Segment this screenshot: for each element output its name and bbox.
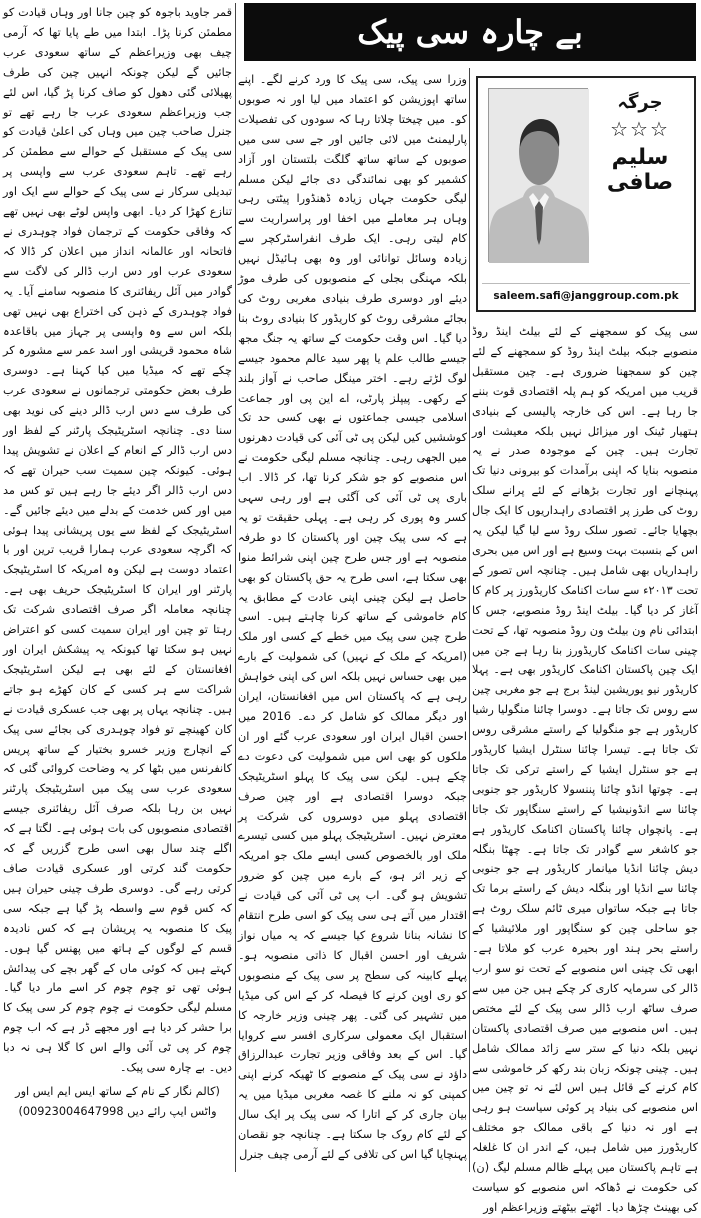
author-portrait-icon (489, 89, 589, 263)
paragraph: سی پیک کو سمجھنے کے لئے بیلٹ اینڈ روڈ منصوبے جبکہ بیلٹ اینڈ روڈ کو سمجھنے کے لئے چین کو سمجھنا ضروری ہے۔ چین مستقبل قریب میں امریکہ کو ہم پلہ اقتصادی قوت بننے جا رہا ہے۔ اس کی خارجہ پالیسی کے بنیادی ہتھیار ٹینک اور میزائل نہیں بلکہ معیشت اور تجارت ہیں۔ چین کے موجودہ صدر نے یہ منصوبہ بنایا کہ اپنی برآمدات کو بیرونی دنیا تک پہنچانے اور تجارت بڑھانے کے لئے پرانے سلک روٹ کی طرز پر اقتصادی راہداریوں کا ایک جال بچھایا جائے۔ تصور سلک روڈ سے لیا گیا لیکن یہ اس کے بنسبت بہت وسیع ہے اور اس میں بحری راہداریاں بھی شامل ہیں۔ چنانچہ اس تصور کے تحت ۲۰۱۳ء سے سات اکنامک کاریڈورز پر کام کا آغاز کر دیا گیا۔ بیلٹ اینڈ روڈ منصوبے، جس کا ابتدائی نام ون بیلٹ ون روڈ منصوبہ تھا، کے تحت چینی سات اکنامک کاریڈورز بنا رہا ہے جن میں ایک چین پاکستان اکنامک کاریڈور بھی ہے۔ پہلا کاریڈور نیو یوریشین لینڈ برج ہے جو مغربی چین سے روس تک جاتا ہے۔ دوسرا چائنا منگولیا رشیا کاریڈور ہے جو منگولیا کے راستے مشرقی روس تک جاتا ہے۔ تیسرا چائنا سنٹرل ایشیا کاریڈور ہے جو سنٹرل ایشیا کے راستے ترکی تک جاتا ہے۔ چوتھا انڈو چائنا پننسولا کاریڈور جو جنوبی چائنا سے انڈونیشیا کے راستے سنگاپور تک جاتا ہے۔ پانچواں چائنا پاکستان اکنامک کاریڈور ہے جو کاشغر سے گوادر تک جاتا ہے۔ چھٹا بنگلہ دیش چائنا انڈیا میانمار کاریڈور ہے جو جنوبی چائنا سے انڈیا اور بنگلہ دیش کے راستے برما تک جاتا ہے جبکہ ساتواں میری ٹائم سلک روٹ ہے جو ساحلی چین کو سنگاپور اور ملائیشیا کے راستے بحر ہند اور بحیرہ عرب کو ملاتا ہے۔ ابھی تک چینی اس منصوبے کے تحت نو سو ارب ڈالر کی سرمایہ کاری کر چکے ہیں جن میں سے صرف ساٹھ ارب ڈالر سی پیک کے لئے مختص ہیں۔ اس منصوبے میں صرف اقتصادی پاکستان نہیں بلکہ دنیا کے ستر سے زائد ممالک شامل ہیں۔ چینی چونکہ زبان بند رکھ کر خاموشی سے کام کرنے کے قائل ہیں اس لئے نہ تو چین میں اس منصوبے کی بنیاد پر کوئی سیاست ہو رہی ہے اور نہ دنیا کے باقی ممالک جو مختلف کاریڈورز میں شامل ہیں، کے اندر ان کا غلغلہ ہے تاہم پاکستان میں پہلے ظالم مسلم لیگ (ن) کی حکومت نے ڈھاکہ اس منصوبے کو سیاست کی بھینٹ چڑھا دیا۔ اٹھتے بیٹھتے وزیراعظم اور (472, 325, 698, 1214)
author-name: سلیم صافی (606, 145, 674, 195)
article-column-middle (238, 70, 467, 1172)
article-column-right (472, 322, 698, 1214)
headline-box (244, 3, 696, 61)
author-photo (488, 88, 588, 262)
contact-footer: (کالم نگار کے نام کے ساتھ ایس ایم ایس اور واٹس ایپ رائے دیں 00923004647998) (15, 1084, 220, 1118)
headline: بے چارہ سی پیک (357, 13, 583, 51)
author-email: saleem.safi@janggroup.com.pk (482, 283, 690, 302)
column-divider (469, 68, 470, 1172)
byline-info (594, 92, 686, 195)
column-name: جرگہ (617, 92, 663, 113)
article-column-left (3, 3, 232, 1173)
paragraph: وزرا سی پیک، سی پیک کا ورد کرنے لگے۔ اپنے ساتھ اپوزیشن کو اعتماد میں لیا اور نہ صوبوں کو۔ میں چیختا چلاتا رہا کہ سودوں کی تفصیلات پارلیمنٹ میں لائی جائیں اور جے سی سی میں صوبوں کے ساتھ ساتھ گلگت بلتستان اور آزاد کشمیر کو بھی نمائندگی دی جائے لیکن مسلم لیگی حکومت جہاں زیادہ ڈھنڈورا پیٹتی رہی وہاں ہر معاملے میں اخفا اور پراسراریت سے کام لیتی رہی۔ ایک طرف انفراسٹرکچر سے زیادہ وسائل توانائی اور وہ بھی ہائیڈل نہیں بلکہ مہنگی بجلی کے منصوبوں کی طرف موڑ دیئے اور دوسری طرف بنیادی مغربی روٹ کی بجائے مشرقی روٹ کو کاریڈور کا بنیادی روٹ بنا دیا گیا۔ اس وقت حکومت کے ساتھ یہ جنگ مجھ جیسے طالب علم یا پھر سید عالم محمود جیسے لوگ لڑتے رہے۔ اختر مینگل صاحب نے آواز بلند کے رکھی۔ پیپلز پارٹی، اے این پی اور جماعت اسلامی جیسی جماعتوں نے بھی کسی حد تک کوششیں کیں لیکن پی ٹی آئی کی قیادت دھرنوں میں الجھی رہی۔ چنانچہ مسلم لیگی حکومت نے اس منصوبے کو جو شکر کرنا تھا، کر ڈالا۔ اب باری پی ٹی آئی کی آگئی ہے اور رہی سہی کسر وہ پوری کر رہی ہے۔ پہلی حقیقت تو یہ ہے کہ سی پیک چین اور پاکستان کا دو طرفہ منصوبہ ہے اور جس طرح چین اپنی شرائط منوا بھی سکتا ہے، اسی طرح یہ حق پاکستان کو بھی حاصل ہے لیکن چینی اپنی عادت کے مطابق یہ کام خاموشی کے ساتھ کرنا چاہتے ہیں۔ اسی طرح چین سی پیک میں خطے کے کسی اور ملک (امریکہ کے ملک کے نہیں) کی شمولیت کے بارے میں بھی حساس نہیں بلکہ اس کی اپنی خواہش رہی ہے کہ پاکستان اس میں افغانستان، ایران اور دیگر ممالک کو شامل کر دے۔ 2016 میں احسن اقبال ایران اور سعودی عرب گئے اور ان ملکوں کو بھی اس میں شمولیت کی دعوت دے چکے ہیں۔ لیکن سی پیک کا پہلو اسٹریٹیجک جبکہ دوسرا اقتصادی ہے اور چین صرف اقتصادی پہلو میں دوسروں کی شرکت پر معترض نہیں۔ اسٹریٹیجک پہلو میں کسی تیسرے ملک اور بالخصوص کسی ایسے ملک جو امریکہ کے زیر اثر ہو، کے بارے میں چین کو ضرور تشویش ہو گی۔ اب پی ٹی آئی کی قیادت نے اقتدار میں آتے ہی سی پیک کو اسی طرح انتقام کا نشانہ بنانا شروع کیا جیسے کہ یہ میاں نواز شریف اور احسن اقبال کا ذاتی منصوبہ ہو۔ پہلے کابینہ کی سطح پر سی پیک کے منصوبوں کو ری اوپن کرنے کا فیصلہ کر کے اس کی میڈیا میں تشہیر کی گئی۔ پھر چینی وزیر خارجہ کا استقبال ایک معمولی سرکاری افسر سے کروایا گیا۔ اس کے بعد وفاقی وزیر تجارت عبدالرزاق داؤد نے سی پیک کے منصوبے کا ٹھیکہ کرنے اپنی کمپنی کو نہ ملنے کا غصہ مغربی میڈیا میں یہ بیان جاری کر کے اتارا کہ سی پیک پر ایک سال کے لئے کام روک جا سکتا ہے۔ چنانچہ جو نقصان پہنچایا گیا اس کی تلافی کے لئے آرمی چیف جنرل (238, 73, 467, 1161)
stars-icon: ☆☆☆ (610, 117, 670, 141)
byline-box (476, 76, 696, 312)
paragraph: قمر جاوید باجوہ کو چین جانا اور وہاں قیادت کو مطمئن کرنا پڑا۔ ابتدا میں طے پایا تھا کہ آرمی چیف بھی وزیراعظم کے ساتھ سعودی عرب جائیں گے لیکن چونکہ انہیں چین کی طرف پھیلائی گئی دھول کو صاف کرنا پڑ گیا، اس لئے جب وزیراعظم سعودی عرب جا رہے تھے تو جنرل صاحب چین میں وہاں کی اعلیٰ قیادت کو سی پیک کے مستقبل کے حوالے سے مطمئن کر رہے تھے۔ تاہم سعودی عرب سے واپسی پر تبدیلی سرکار نے سی پیک کے حوالے سے ایک اور تنازع کھڑا کر دیا۔ ابھی واپس لوٹے بھی نہیں تھے کہ وفاقی حکومت کے ترجمان فواد چوہدری نے فاتحانہ اور عالمانہ انداز میں اعلان کر ڈالا کہ سعودی عرب اور دس ارب ڈالر کی لاگت سے گوادر میں آئل ریفائنری کا منصوبہ سامنے آیا۔ یہ فواد چوہدری کے ذہن کی اختراع بھی نہیں تھی بلکہ اس سے وہ واپسی پر جہاز میں باقاعدہ شاہ محمود قریشی اور اسد عمر سے مشورہ کر چکے تھے کہ میڈیا میں کیا کہنا ہے۔ دوسری طرف بعض حکومتی ترجمانوں نے سعودی عرب کی طرف سے دس ارب ڈالر دینے کی نوید بھی سنا دی۔ چنانچہ اسٹریٹیجک پارٹنر کے لفظ اور دس ارب ڈالر کے انعام کے اعلان نے تشویش پیدا ہوئی۔ کیونکہ چین سمیت سب حیران تھے کہ دس ارب ڈالر اگر دیئے جا رہے ہیں تو کس مد میں اور کس خدمت کے بدلے میں دیئے جائیں گے۔ اسٹریٹیجک کے لفظ سے یوں پریشانی پیدا ہوئی کہ اگرچہ سعودی عرب ہمارا قریب ترین اور با اعتماد دوست ہے لیکن وہ امریکہ کا اسٹریٹیجک پارٹنر اور ایران کا اسٹریٹیجک حریف بھی ہے۔ چنانچہ معاملہ اگر صرف اقتصادی شرکت تک رہتا تو چین اور ایران سمیت کسی کو اعتراض نہیں ہو سکتا تھا کیونکہ یہ پیشکش ایران اور افغانستان کے لئے بھی ہے لیکن اسٹریٹیجک شراکت سے ہر کسی کے کان کھڑے ہو جاتے ہیں۔ چنانچہ یہاں پر بھی جب عسکری قیادت نے کان کھینچے تو فواد چوہدری کی بجائے سی پیک کے انچارج وزیر خسرو بختیار کے ساتھ پریس کانفرنس میں بٹھا کر یہ وضاحت کروائی گئی کہ سعودی عرب سی پیک میں اسٹریٹیجک پارٹنر نہیں بن رہا بلکہ صرف آئل ریفائنری جیسے اقتصادی منصوبوں کی بات ہوئی ہے۔ لگتا ہے کہ اگلے چند سال بھی اسی طرح گزریں گے کہ حکومت گند کرتی اور عسکری قیادت صاف کرتی رہے گی۔ دوسری طرف چینی حیران ہیں کہ کس قوم سے واسطہ پڑ گیا ہے جبکہ سی پیک کا منصوبہ یہ پریشان ہے کہ کس نادیدہ قسم کے لوگوں کے ہاتھ میں پھنس گیا ہوں۔ کہتے ہیں کہ کوئی ماں کے گھر بچے کی پیدائش ہوئی تھی تو چوم چوم کر اسے مار دیا گیا۔ مسلم لیگی حکومت نے چوم چوم کر سی پیک کا برا حشر کر دیا ہے اور مجھے ڈر ہے کہ اب چوم چوم کر پی ٹی آئی والے اس کا گلا ہی نہ دبا دیں۔ بے چارہ سی پیک۔ (3, 6, 232, 1075)
column-divider (235, 3, 236, 1172)
